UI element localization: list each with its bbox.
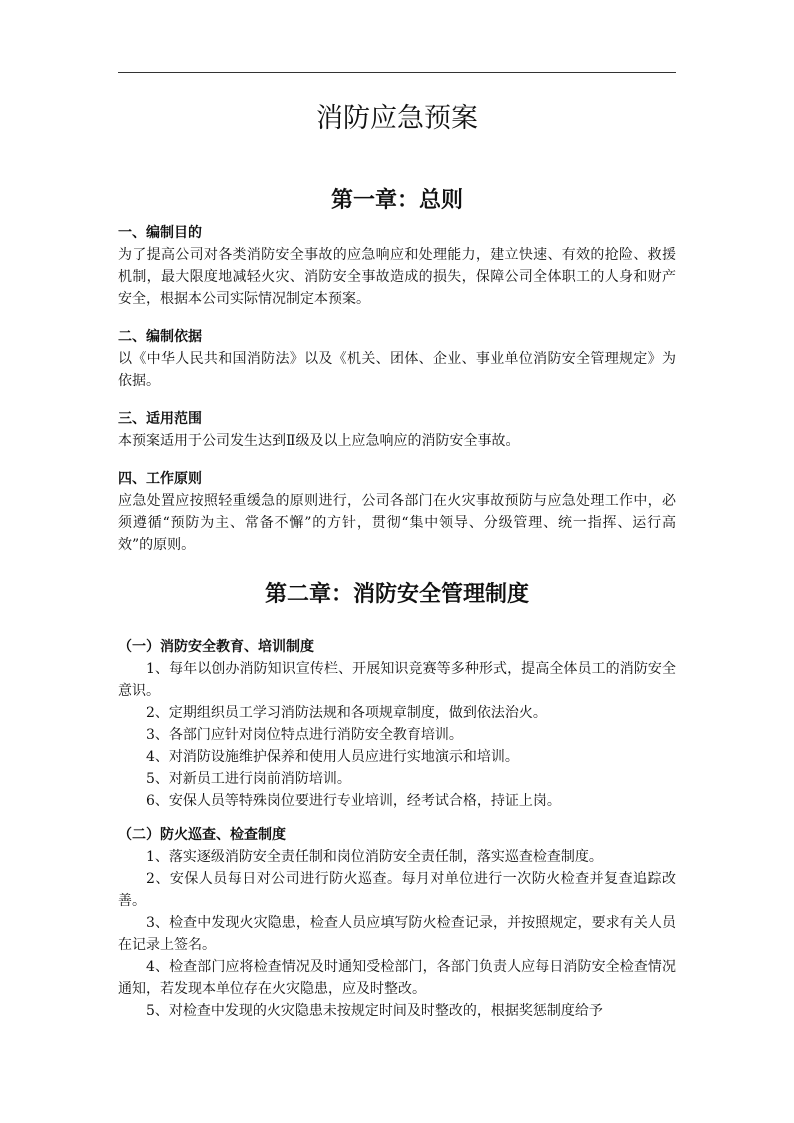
list-item: 1、每年以创办消防知识宣传栏、开展知识竞赛等多种形式，提高全体员工的消防安全意识。 [118,661,676,699]
section-body: 以《中华人民共和国消防法》以及《机关、团体、企业、事业单位消防安全管理规定》为依据。 [118,351,676,389]
list-item: 6、安保人员等特殊岗位要进行专业培训，经考试合格，持证上岗。 [146,793,561,809]
section-training [118,636,676,812]
list-item: 5、对检查中发现的火灾隐患未按规定时间及时整改的，根据奖惩制度给予 [146,1003,603,1019]
chapter-2-title: 第二章：消防安全管理制度 [264,581,529,607]
section-heading: 二、编制依据 [118,329,202,345]
section-heading: 四、工作原则 [118,471,202,487]
section-heading: 一、编制目的 [118,225,202,241]
section-scope [118,408,676,452]
list-item: 4、对消防设施维护保养和使用人员应进行实地演示和培训。 [146,749,519,765]
header-rule [118,72,676,73]
document-title: 消防应急预案 [316,103,478,134]
list-item: 1、落实逐级消防安全责任制和岗位消防安全责任制，落实巡查检查制度。 [146,849,603,865]
section-basis [118,326,676,392]
list-item: 5、对新员工进行岗前消防培训。 [146,771,351,787]
list-item: 3、各部门应针对岗位特点进行消防安全教育培训。 [146,727,463,743]
section-inspection [118,824,676,1022]
list-item: 4、检查部门应将检查情况及时通知受检部门，各部门负责人应每日消防安全检查情况通知，若发现本单位存在火灾隐患，应及时整改。 [118,959,676,997]
section-body: 本预案适用于公司发生达到Ⅱ级及以上应急响应的消防安全事故。 [118,433,520,449]
section-heading: （二）防火巡查、检查制度 [118,827,286,843]
section-purpose [118,222,676,310]
list-item: 3、检查中发现火灾隐患，检查人员应填写防火检查记录，并按照规定，要求有关人员在记录上签名。 [118,915,676,953]
section-body: 为了提高公司对各类消防安全事故的应急响应和处理能力，建立快速、有效的抢险、救援机制，最大限度地减轻火灾、消防安全事故造成的损失，保障公司全体职工的人身和财产安全，根据本公司实际情况制定本预案。 [118,247,676,307]
section-body: 应急处置应按照轻重缓急的原则进行，公司各部门在火灾事故预防与应急处理工作中，必须遵循“预防为主、常备不懈”的方针，贯彻“集中领导、分级管理、统一指挥、运行高效”的原则。 [118,493,676,553]
section-heading: 三、适用范围 [118,411,202,427]
list-item: 2、安保人员每日对公司进行防火巡查。每月对单位进行一次防火检查并复查追踪改善。 [118,871,676,909]
list-item: 2、定期组织员工学习消防法规和各项规章制度，做到依法治火。 [146,705,547,721]
section-heading: （一）消防安全教育、培训制度 [118,639,314,655]
section-principles [118,468,676,556]
chapter-1-title: 第一章：总则 [330,187,463,213]
